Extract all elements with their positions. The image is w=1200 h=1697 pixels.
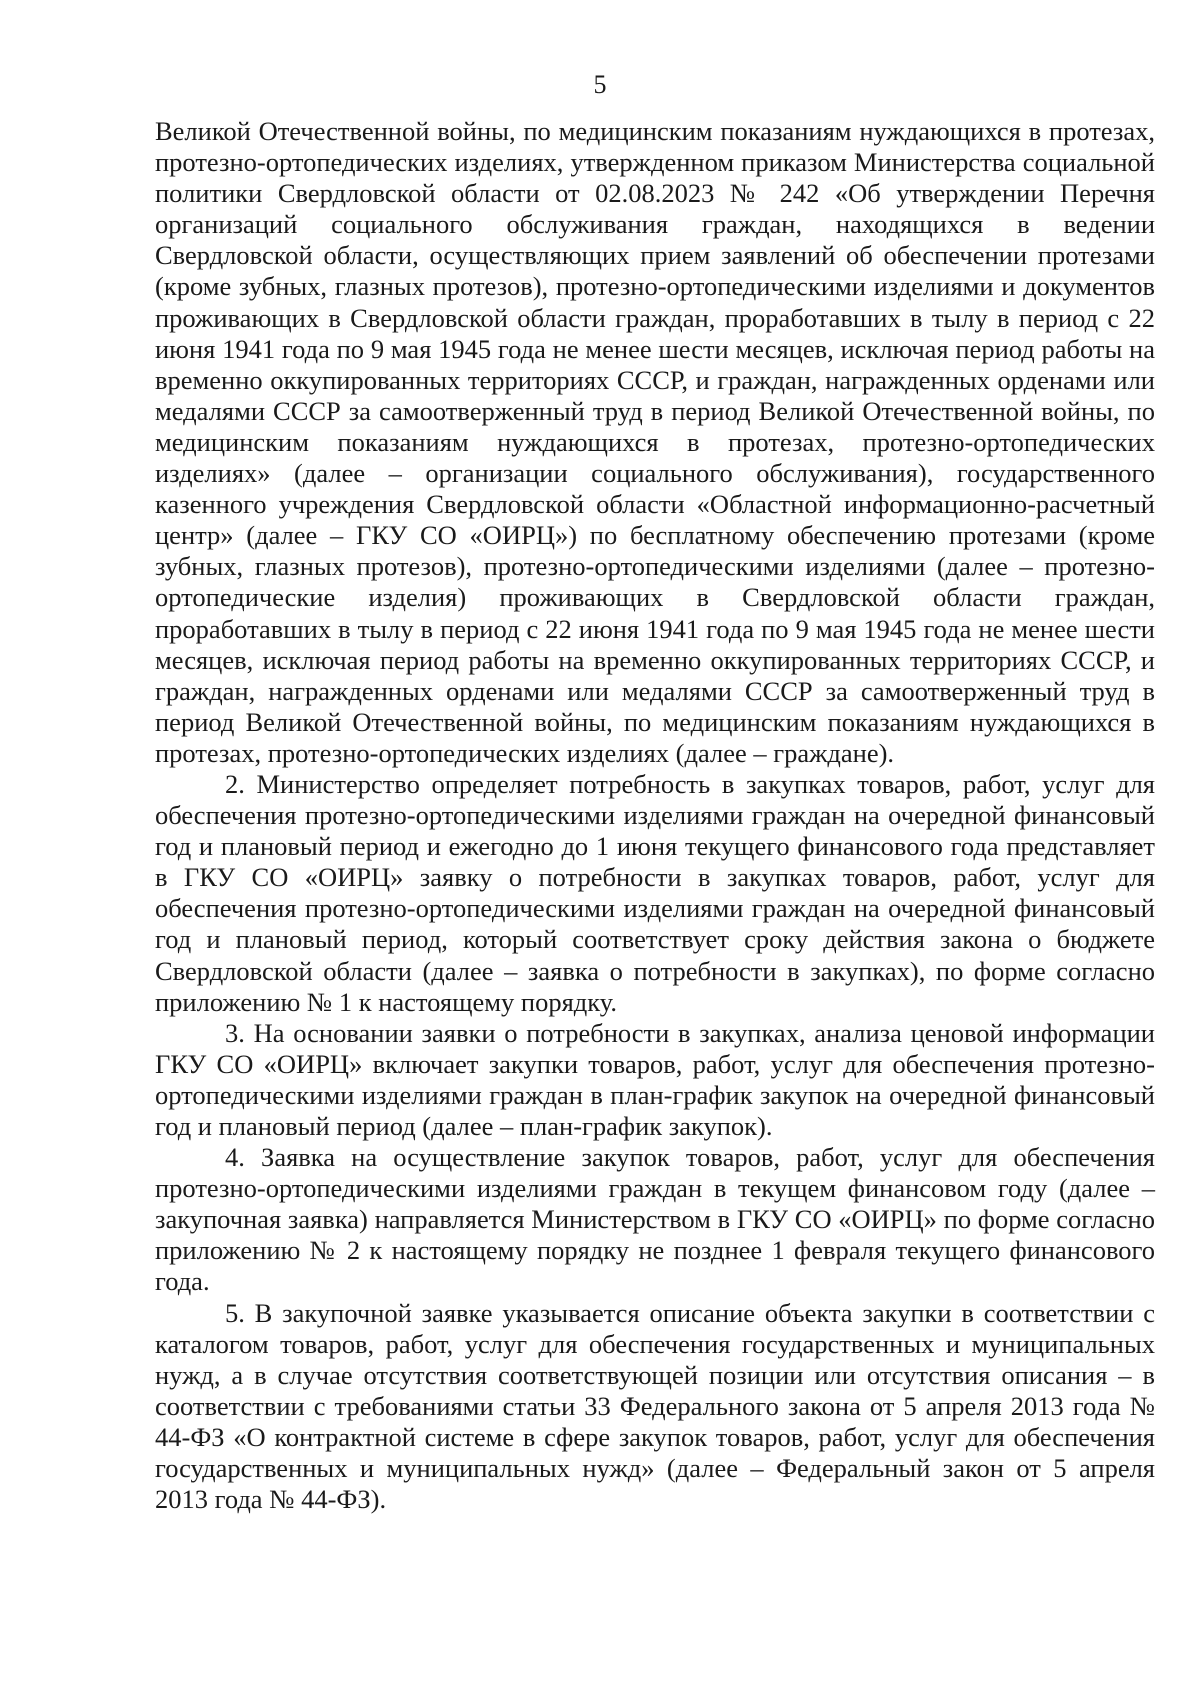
paragraph-item-2: 2. Министерство определяет потребность в закупках товаров, работ, услуг для обеспечения протезно-ортопедическими изделиями граждан на очередной финансовый год и плановый период и ежегодно до 1 июня текущего финансового года представляет в ГКУ СО «ОИРЦ» заявку о потребности в закупках товаров, работ, услуг для обеспечения протезно-ортопедическими изделиями граждан на очередной финансовый год и плановый период, который соответствует сроку действия закона о бюджете Свердловской области (далее – заявка о потребности в закупках), по форме согласно приложению № 1 к настоящему порядку.: [155, 768, 1155, 1017]
document-body: [155, 116, 1155, 1515]
paragraph-item-4: 4. Заявка на осуществление закупок товаров, работ, услуг для обеспечения протезно-ортопедическими изделиями граждан в текущем финансовом году (далее – закупочная заявка) направляется Министерством в ГКУ СО «ОИРЦ» по форме согласно приложению № 2 к настоящему порядку не позднее 1 февраля текущего финансового года.: [155, 1142, 1155, 1297]
paragraph-item-5: 5. В закупочной заявке указывается описание объекта закупки в соответствии с каталогом товаров, работ, услуг для обеспечения государственных и муниципальных нужд, а в случае отсутствия соответствующей позиции или отсутствия описания – в соответствии с требованиями статьи 33 Федерального закона от 5 апреля 2013 года № 44-ФЗ «О контрактной системе в сфере закупок товаров, работ, услуг для обеспечения государственных и муниципальных нужд» (далее – Федеральный закон от 5 апреля 2013 года № 44-ФЗ).: [155, 1297, 1155, 1515]
page-number: 5: [593, 70, 607, 99]
paragraph-item-3: 3. На основании заявки о потребности в закупках, анализа ценовой информации ГКУ СО «ОИРЦ» включает закупки товаров, работ, услуг для обеспечения протезно-ортопедическими изделиями граждан в план-график закупок на очередной финансовый год и плановый период (далее – план-график закупок).: [155, 1017, 1155, 1141]
paragraph-continuation: Великой Отечественной войны, по медицинским показаниям нуждающихся в протезах, протезно-ортопедических изделиях, утвержденном приказом Министерства социальной политики Свердловской области от 02.08.2023 № 242 «Об утверждении Перечня организаций социального обслуживания граждан, находящихся в ведении Свердловской области, осуществляющих прием заявлений об обеспечении протезами (кроме зубных, глазных протезов), протезно-ортопедическими изделиями и документов проживающих в Свердловской области граждан, проработавших в тылу в период с 22 июня 1941 года по 9 мая 1945 года не менее шести месяцев, исключая период работы на временно оккупированных территориях СССР, и граждан, награжденных орденами или медалями СССР за самоотверженный труд в период Великой Отечественной войны, по медицинским показаниям нуждающихся в протезах, протезно-ортопедических изделиях» (далее – организации социального обслуживания), государственного казенного учреждения Свердловской области «Областной информационно-расчетный центр» (далее – ГКУ СО «ОИРЦ») по бесплатному обеспечению протезами (кроме зубных, глазных протезов), протезно-ортопедическими изделиями (далее – протезно-ортопедические изделия) проживающих в Свердловской области граждан, проработавших в тылу в период с 22 июня 1941 года по 9 мая 1945 года не менее шести месяцев, исключая период работы на временно оккупированных территориях СССР, и граждан, награжденных орденами или медалями СССР за самоотверженный труд в период Великой Отечественной войны, по медицинским показаниям нуждающихся в протезах, протезно-ортопедических изделиях (далее – граждане).: [155, 116, 1155, 768]
